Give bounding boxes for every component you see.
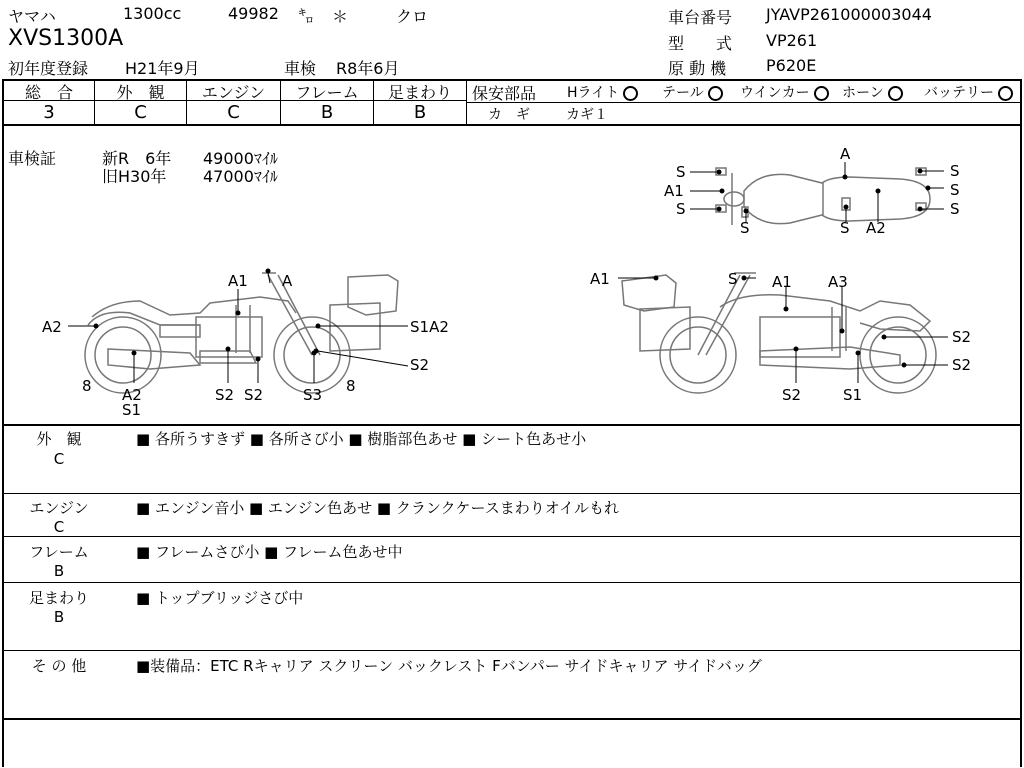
section-grade: B: [53, 608, 65, 626]
svg-text:S2: S2: [952, 328, 972, 346]
svg-text:S2: S2: [952, 356, 972, 374]
section-grade: B: [53, 562, 65, 580]
svg-text:S: S: [950, 181, 960, 199]
inspection-value: R8年6月: [336, 59, 400, 78]
svg-text:S1: S1: [122, 401, 142, 419]
svg-text:A2: A2: [866, 219, 886, 237]
svg-text:A1: A1: [228, 272, 248, 290]
svg-text:S2: S2: [244, 386, 264, 404]
safety-item-headlight: Hライト: [567, 82, 638, 102]
chassis-value: JYAVP261000003044: [766, 5, 932, 24]
svg-text:S: S: [840, 219, 850, 237]
mileage: 49982: [228, 4, 279, 23]
section-grade: C: [53, 518, 65, 536]
key-value: カギ１: [566, 107, 608, 123]
svg-text:8: 8: [346, 377, 356, 395]
meter-new-label: 新R 6年: [102, 149, 172, 168]
meter-new-value: 49000ﾏｲﾙ: [203, 149, 278, 168]
svg-text:S: S: [728, 270, 738, 288]
safety-item-winker: ウインカー: [740, 82, 829, 102]
type-label: 型 式: [668, 34, 733, 53]
bike-left-view: [85, 273, 398, 393]
svg-text:A3: A3: [828, 273, 848, 291]
ok-circle-icon: [623, 86, 638, 101]
safety-item-tail: テール: [662, 82, 723, 102]
section-items: ■ 各所うすきず ■ 各所さび小 ■ 樹脂部色あせ ■ シート色あせ小: [136, 430, 587, 448]
displacement: 1300cc: [123, 4, 182, 23]
svg-text:A: A: [840, 145, 851, 163]
meter-old-label: 旧H30年: [102, 167, 167, 186]
svg-text:S: S: [676, 163, 686, 181]
safety-label: 保安部品: [472, 84, 537, 103]
grade-value-frame: B: [320, 102, 334, 123]
engine-value: P620E: [766, 56, 817, 75]
grade-value-suspension: B: [413, 102, 427, 123]
first-reg-label: 初年度登録: [8, 59, 89, 78]
first-reg-value: H21年9月: [125, 59, 200, 78]
svg-text:S2: S2: [782, 386, 802, 404]
type-value: VP261: [766, 31, 818, 50]
bike-right-view: [622, 273, 936, 393]
section-label: そ の 他: [31, 657, 87, 675]
key-label: カ ギ: [488, 107, 530, 123]
section-grade: C: [53, 450, 65, 468]
left-view-label-text: [42, 272, 449, 419]
svg-text:A2: A2: [42, 318, 62, 336]
svg-text:A1: A1: [590, 270, 610, 288]
svg-text:8: 8: [82, 377, 92, 395]
svg-text:S: S: [676, 200, 686, 218]
chassis-label: 車台番号: [668, 8, 733, 27]
section-items: ■装備品：ETC Rキャリア スクリーン バックレスト Fバンパー サイドキャリア サイドバッグ: [136, 657, 762, 675]
meter-label: 車検証: [8, 149, 57, 168]
svg-text:S: S: [950, 200, 960, 218]
section-label: 足まわり: [28, 589, 89, 607]
grade-value-total: 3: [43, 102, 55, 123]
grade-value-exterior: C: [134, 102, 147, 123]
svg-text:S2: S2: [410, 356, 430, 374]
ok-circle-icon: [998, 86, 1013, 101]
ok-circle-icon: [888, 86, 903, 101]
svg-text:S2: S2: [215, 386, 235, 404]
safety-item-battery: バッテリー: [924, 82, 1013, 102]
grade-label-total: 総 合: [24, 83, 73, 102]
svg-text:A1: A1: [772, 273, 792, 291]
grade-label-suspension: 足まわり: [387, 83, 452, 102]
mileage-star: ＊: [332, 7, 349, 26]
section-label: フレーム: [29, 543, 89, 561]
svg-text:S: S: [950, 162, 960, 180]
svg-text:S3: S3: [303, 386, 323, 404]
grade-value-engine: C: [227, 102, 240, 123]
svg-text:A2: A2: [122, 386, 142, 404]
svg-text:A: A: [282, 272, 293, 290]
grade-label-exterior: 外 観: [116, 83, 165, 102]
meter-old-value: 47000ﾏｲﾙ: [203, 167, 278, 186]
section-items: ■ トップブリッジさび中: [136, 589, 304, 607]
svg-text:S1A2: S1A2: [410, 318, 449, 336]
color: クロ: [396, 7, 429, 26]
damage-diagram: [0, 125, 1024, 425]
grade-label-frame: フレーム: [295, 83, 359, 102]
svg-text:A1: A1: [664, 182, 684, 200]
ok-circle-icon: [814, 86, 829, 101]
grade-label-engine: エンジン: [201, 83, 266, 102]
svg-text:S1: S1: [843, 386, 863, 404]
inspection-label: 車検: [284, 59, 317, 78]
section-items: ■ エンジン音小 ■ エンジン色あせ ■ クランクケースまわりオイルもれ: [136, 499, 620, 517]
section-items: ■ フレームさび小 ■ フレーム色あせ中: [136, 543, 403, 561]
safety-item-horn: ホーン: [842, 82, 903, 102]
section-label: エンジン: [29, 499, 89, 517]
mileage-unit: ㌔: [298, 7, 315, 26]
bike-top-view: [716, 168, 930, 225]
engine-label: 原 動 機: [668, 59, 727, 78]
section-label: 外 観: [36, 430, 82, 448]
ok-circle-icon: [708, 86, 723, 101]
svg-text:S: S: [740, 219, 750, 237]
maker: ヤマハ: [8, 7, 56, 26]
model-name: XVS1300A: [8, 26, 124, 51]
